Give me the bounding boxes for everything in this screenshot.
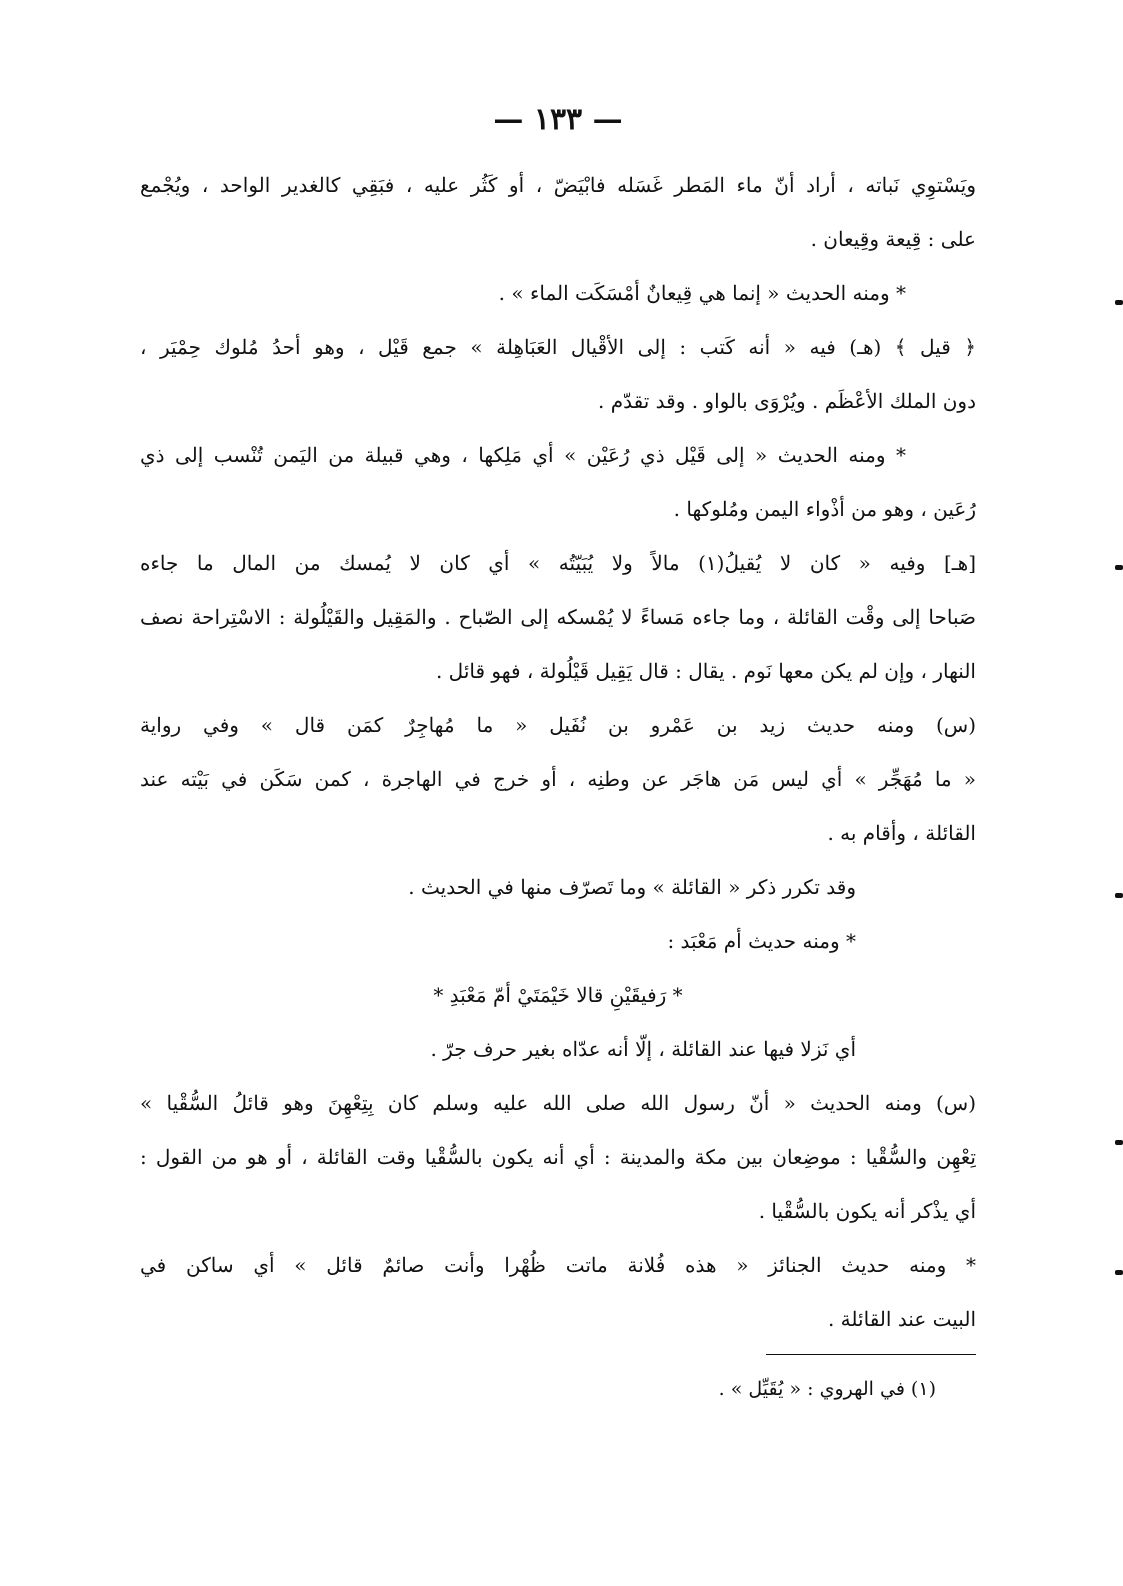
poetry-line: * رَفيقَيْنِ قالا خَيْمَتَيْ أمّ مَعْبَدِ * [433, 983, 683, 1007]
text-line: أي نَزلا فيها عند القائلة ، إلّا أنه عدّاه بغير حرف جرّ . [430, 1037, 856, 1061]
text-line: أي يذْكر أنه يكون بالسُّقْيا . [758, 1199, 976, 1223]
book-page [140, 100, 976, 1500]
text-line: ويَسْتوِي نَباته ، أراد أنّ ماء المَطر غَسَله فابْيَضّ ، أو كَثُر عليه ، فبَقِي كالغدير الواحد ، ويُجْمع [140, 173, 976, 197]
text-line: (س) ومنه الحديث « أنّ رسول الله صلى الله عليه وسلم كان بِتِعْهِنَ وهو قائلُ السُّقْيا » [140, 1091, 976, 1115]
text-line: على : قِيعة وقِيعان . [810, 227, 976, 251]
text-line: صَباحا إلى وقْت القائلة ، وما جاءه مَساءً لا يُمْسكه إلى الصّباح . والمَقِيل والقَيْلُولة : الاسْتِراحة نصف [140, 605, 976, 629]
text-line: (س) ومنه حديث زيد بن عَمْرو بن نُفَيل « ما مُهاجِرٌ كمَن قال » وفي رواية [140, 713, 976, 737]
text-line: « ما مُهَجِّر » أي ليس مَن هاجَر عن وطنِه ، أو خرج في الهاجرة ، كمن سَكَن في بَيْته عند [140, 767, 976, 791]
scan-edge-mark [1115, 1270, 1123, 1275]
text-line: * ومنه الحديث « إلى قَيْل ذي رُعَيْن » أي مَلِكها ، وهي قبيلة من اليَمن تُنْسب إلى ذي [140, 443, 906, 467]
footnote-divider [766, 1354, 976, 1355]
scan-edge-mark [1115, 300, 1123, 305]
text-line: القائلة ، وأقام به . [827, 821, 976, 845]
scan-edge-mark [1115, 1140, 1123, 1145]
text-line: دون الملك الأعْظَم . ويُرْوَى بالواو . وقد تقدّم . [598, 389, 976, 413]
text-line: [هـ] وفيه « كان لا يُقيلُ(١) مالاً ولا يُبَيّتُه » أي كان لا يُمسك من المال ما جاءه [140, 551, 976, 575]
entry-heading-line: ﴿ قيل ﴾ (هـ) فيه « أنه كَتب : إلى الأقْيال العَبَاهِلة » جمع قَيْل ، وهو أحدُ مُلوك حِمْيَر ، [140, 335, 976, 359]
page-number: — ١٣٣ — [493, 102, 623, 137]
text-line: رُعَين ، وهو من أذْواء اليمن ومُلوكها . [673, 497, 976, 521]
text-line: البيت عند القائلة . [827, 1307, 976, 1331]
footnote: (١) في الهروي : « يُقَيِّل » . [718, 1378, 936, 1400]
text-line: وقد تكرر ذكر « القائلة » وما تَصرّف منها في الحديث . [408, 875, 856, 899]
text-line: * ومنه الحديث « إنما هي قِيعانٌ أمْسَكَت الماء » . [498, 281, 906, 305]
text-line: * ومنه حديث الجنائز « هذه فُلانة ماتت ظُهْرا وأنت صائمٌ قائل » أي ساكن في [140, 1253, 976, 1277]
text-line: * ومنه حديث أم مَعْبَد : [667, 929, 856, 953]
text-line: النهار ، وإن لم يكن معها نَوم . يقال : قال يَقِيل قَيْلُولة ، فهو قائل . [435, 659, 976, 683]
text-line: تِعْهِن والسُّقْيا : موضِعان بين مكة والمدينة : أي أنه يكون بالسُّقْيا وقت القائلة ، أو هو من القول : [140, 1145, 976, 1169]
scan-edge-mark [1115, 565, 1123, 570]
scan-edge-mark [1115, 893, 1123, 898]
